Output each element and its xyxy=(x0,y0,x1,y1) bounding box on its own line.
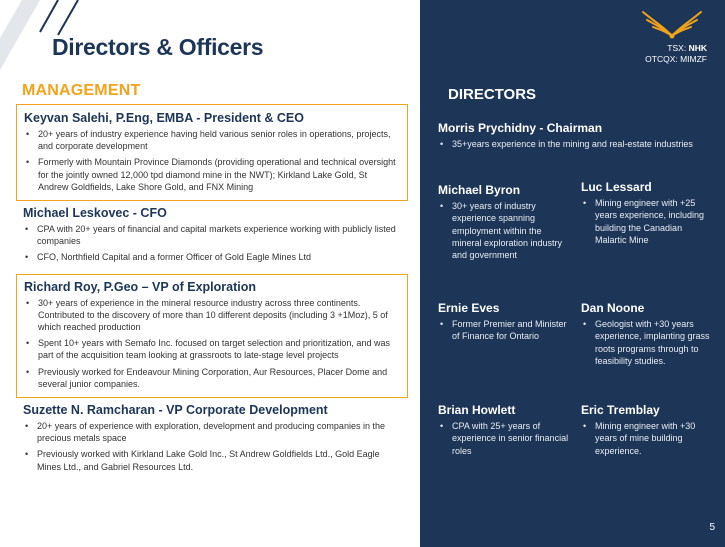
page-number: 5 xyxy=(709,522,715,533)
director-eric-tremblay xyxy=(581,403,713,457)
director-name: Dan Noone xyxy=(581,301,645,315)
bullet-item: • Former Premier and Minister of Finance for Ontario xyxy=(438,318,570,343)
director-luc-lessard xyxy=(581,180,713,246)
director-name: Michael Byron xyxy=(438,183,521,197)
person-name: Keyvan Salehi, P.Eng, EMBA - President & CEO xyxy=(24,111,304,125)
bullet-item: • 20+ years of industry experience having held various senior roles in operations, projects, and corporate development xyxy=(24,128,399,152)
eagle-logo-icon xyxy=(641,6,703,40)
director-name: Morris Prychidny - Chairman xyxy=(438,121,603,135)
bullet-item: • CPA with 20+ years of financial and capital markets experience working with publicly listed companies xyxy=(23,223,400,247)
tsx-symbol: NHK xyxy=(688,43,707,53)
director-name: Ernie Eves xyxy=(438,301,500,315)
bullet-item: • 35+years experience in the mining and real-estate industries xyxy=(438,138,710,150)
bullet-item: • Geologist with +30 years experience, implanting grass roots programs through to feasibility studies. xyxy=(581,318,713,367)
bullet-item: • CPA with 25+ years of experience in senior financial roles xyxy=(438,420,570,457)
director-michael-byron xyxy=(438,183,570,261)
director-name: Luc Lessard xyxy=(581,180,652,194)
management-heading: MANAGEMENT xyxy=(22,82,141,99)
person-keyvan-salehi xyxy=(16,104,408,201)
bullet-item: • 20+ years of experience with exploration, development and producing companies in the precious metals space xyxy=(23,420,400,444)
page-title: Directors & Officers xyxy=(52,34,264,60)
person-name: Michael Leskovec - CFO xyxy=(23,206,167,221)
bullet-item: • 30+ years of experience in the mineral resource industry across three continents. Contributed to the discovery of more than 10 different deposits (including 3 +1Moz), 5 of which reached production xyxy=(24,297,399,334)
director-ernie-eves xyxy=(438,301,570,343)
bullet-item: • Previously worked with Kirkland Lake Gold Inc., St Andrew Goldfields Ltd., Gold Eagle Mines Ltd., and Gabriel Resources Ltd. xyxy=(23,448,400,472)
person-name: Richard Roy, P.Geo – VP of Exploration xyxy=(24,279,257,294)
bullet-item: • CFO, Northfield Capital and a former Officer of Gold Eagle Mines Ltd xyxy=(23,251,400,263)
director-name: Brian Howlett xyxy=(438,403,516,417)
person-richard-roy xyxy=(16,274,408,398)
bullet-item: • Mining engineer with +25 years experience, including building the Canadian Malartic Mine xyxy=(581,197,713,246)
director-dan-noone xyxy=(581,301,713,367)
director-name: Eric Tremblay xyxy=(581,403,660,417)
person-name: Suzette N. Ramcharan - VP Corporate Development xyxy=(23,403,328,418)
management-list xyxy=(16,104,408,483)
otcqx-symbol: OTCQX: MIMZF xyxy=(645,54,707,64)
director-chair xyxy=(438,121,710,150)
bullet-item: • Formerly with Mountain Province Diamonds (providing operational and technical oversight for the jointly owned 12,000 tpd diamond mine in the NWT); Kirkland Lake Gold, St Andrew Goldfields, Lake Shore Gold, and FNX Mining xyxy=(24,156,399,193)
person-suzette-ramcharan xyxy=(16,398,408,483)
bullet-item: • Mining engineer with +30 years of mine building experience. xyxy=(581,420,713,457)
tsx-label: TSX: xyxy=(667,43,687,53)
director-brian-howlett xyxy=(438,403,570,457)
directors-heading: DIRECTORS xyxy=(448,86,537,103)
person-michael-leskovec xyxy=(16,201,408,274)
directors-panel xyxy=(420,0,725,547)
bullet-item: • 30+ years of industry experience spanning employment within the mineral exploration industry and government xyxy=(438,200,570,261)
bullet-item: • Previously worked for Endeavour Mining Corporation, Aur Resources, Placer Dome and several junior companies. xyxy=(24,366,399,390)
bullet-item: • Spent 10+ years with Semafo Inc. focused on target selection and prioritization, and was part of the acquisition team looking at grassroots to late-stage level projects xyxy=(24,337,399,361)
ticker-symbols xyxy=(645,43,707,65)
